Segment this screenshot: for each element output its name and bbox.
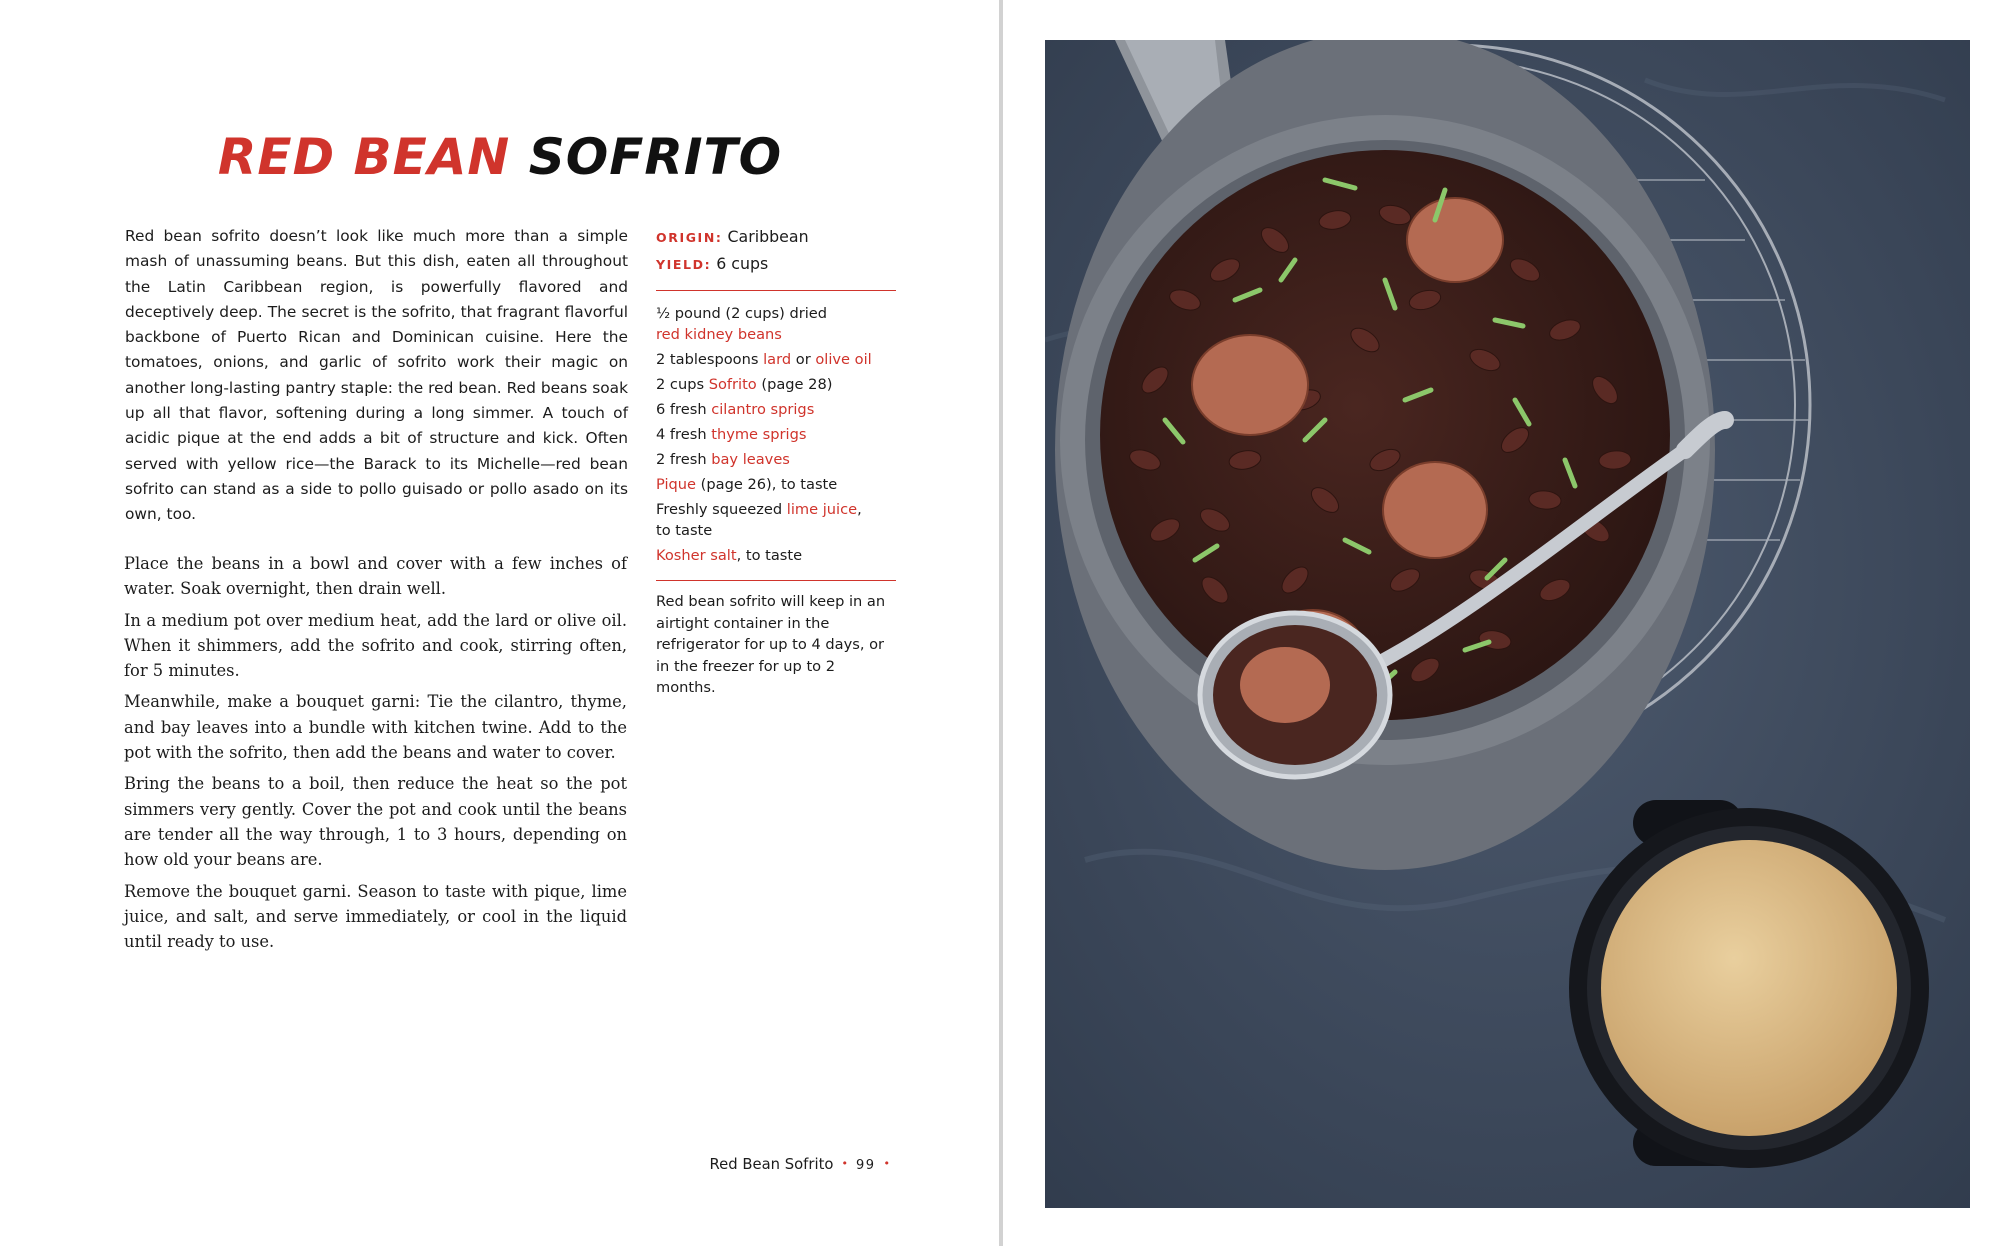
ingredient-highlight: Sofrito: [708, 376, 757, 393]
ingredient-item: [656, 374, 896, 395]
ingredient-text: to taste: [656, 522, 713, 539]
recipe-step: In a medium pot over medium heat, add the lard or olive oil. When it shimmers, add the sofrito and cook, stirring often, for 5 minutes.: [124, 610, 627, 681]
recipe-steps: [124, 551, 627, 960]
recipe-intro: Red bean sofrito doesn’t look like much more than a simple mash of unassuming beans. But this dish, eaten all throughout the Latin Caribbean region, is powerfully flavored and deceptively deep. The secret is the sofrito, that fragrant flavorful backbone of Puerto Rican and Dominican cuisine. Here the tomatoes, onions, and garlic of sofrito work their magic on another long-lasting pantry staple: the red bean. Red beans soak up all that flavor, softening during a long simmer. A touch of acidic pique at the end adds a bit of structure and kick. Often served with yellow rice—the Barack to its Michelle—red bean sofrito can stand as a side to pollo guisado or pollo asado on its own, too.: [125, 227, 628, 524]
recipe-sidebar: [656, 224, 896, 699]
origin-label: ORIGIN:: [656, 230, 723, 245]
ingredient-text: 6 fresh: [656, 401, 712, 418]
ingredient-highlight: lime juice: [786, 501, 858, 518]
ingredient-item: [656, 399, 896, 420]
recipe-photo: [1045, 40, 1970, 1208]
ingredient-highlight: cilantro sprigs: [711, 401, 815, 418]
origin-value: Caribbean: [727, 227, 809, 246]
photo-illustration: [1045, 40, 1970, 1208]
ingredient-text: ½ pound (2 cups) dried: [656, 305, 828, 322]
recipe-step: Meanwhile, make a bouquet garni: Tie the cilantro, thyme, and bay leaves into a bundle with kitchen twine. Add to the pot with the sofrito, then add the beans and water to cover.: [124, 692, 627, 763]
ingredient-text: 2 fresh: [656, 451, 712, 468]
storage-note: Red bean sofrito will keep in an airtight container in the refrigerator for up to 4 days, or in the freezer for up to 2 months.: [656, 593, 886, 696]
ingredient-item: [656, 545, 896, 566]
ingredient-item: [656, 303, 896, 345]
ingredient-highlight: red kidney beans: [656, 326, 782, 343]
yield-label: YIELD:: [656, 257, 712, 272]
divider-bottom: [656, 580, 896, 581]
ingredient-highlight: Pique: [656, 476, 697, 493]
ingredient-text: Freshly squeezed: [656, 501, 787, 518]
recipe-step: Bring the beans to a boil, then reduce the heat so the pot simmers very gently. Cover the pot and cook until the beans are tender all the way through, 1 to 3 hours, depending on how old your beans are.: [124, 774, 627, 870]
ingredient-item: [656, 449, 896, 470]
recipe-title: [0, 122, 1000, 192]
right-page: [1003, 0, 2000, 1246]
page-footer: [710, 1156, 898, 1173]
ingredient-text: ,: [857, 501, 862, 518]
running-title: Red Bean Sofrito: [709, 1156, 834, 1173]
ingredient-item: [656, 349, 896, 370]
ingredient-highlight: olive oil: [815, 351, 872, 368]
recipe-step: Place the beans in a bowl and cover with a few inches of water. Soak overnight, then drain well.: [124, 554, 627, 599]
ingredient-text: (page 28): [756, 376, 833, 393]
ingredient-text: or: [791, 351, 816, 368]
ingredient-highlight: lard: [763, 351, 792, 368]
ingredient-item: [656, 424, 896, 445]
bullet-icon: •: [883, 1157, 890, 1170]
recipe-title-red: RED BEAN: [217, 127, 511, 186]
page-number: 99: [855, 1158, 876, 1173]
ingredient-text: (page 26), to taste: [696, 476, 838, 493]
ingredient-item: [656, 499, 896, 541]
ingredient-text: 2 tablespoons: [656, 351, 764, 368]
ingredient-text: , to taste: [736, 547, 803, 564]
ingredient-highlight: bay leaves: [711, 451, 790, 468]
yield-row: [656, 251, 896, 278]
recipe-step: Remove the bouquet garni. Season to taste with pique, lime juice, and salt, and serve immediately, or cool in the liquid until ready to use.: [124, 881, 627, 952]
ingredient-text: 4 fresh: [656, 426, 712, 443]
yield-value: 6 cups: [716, 254, 769, 273]
ingredient-highlight: thyme sprigs: [711, 426, 807, 443]
recipe-title-dark: SOFRITO: [528, 127, 783, 186]
ingredient-text: 2 cups: [656, 376, 709, 393]
ingredient-list: [656, 291, 896, 580]
bullet-icon: •: [841, 1157, 848, 1170]
ingredient-highlight: Kosher salt: [656, 547, 737, 564]
origin-row: [656, 224, 896, 251]
ingredient-item: [656, 474, 896, 495]
